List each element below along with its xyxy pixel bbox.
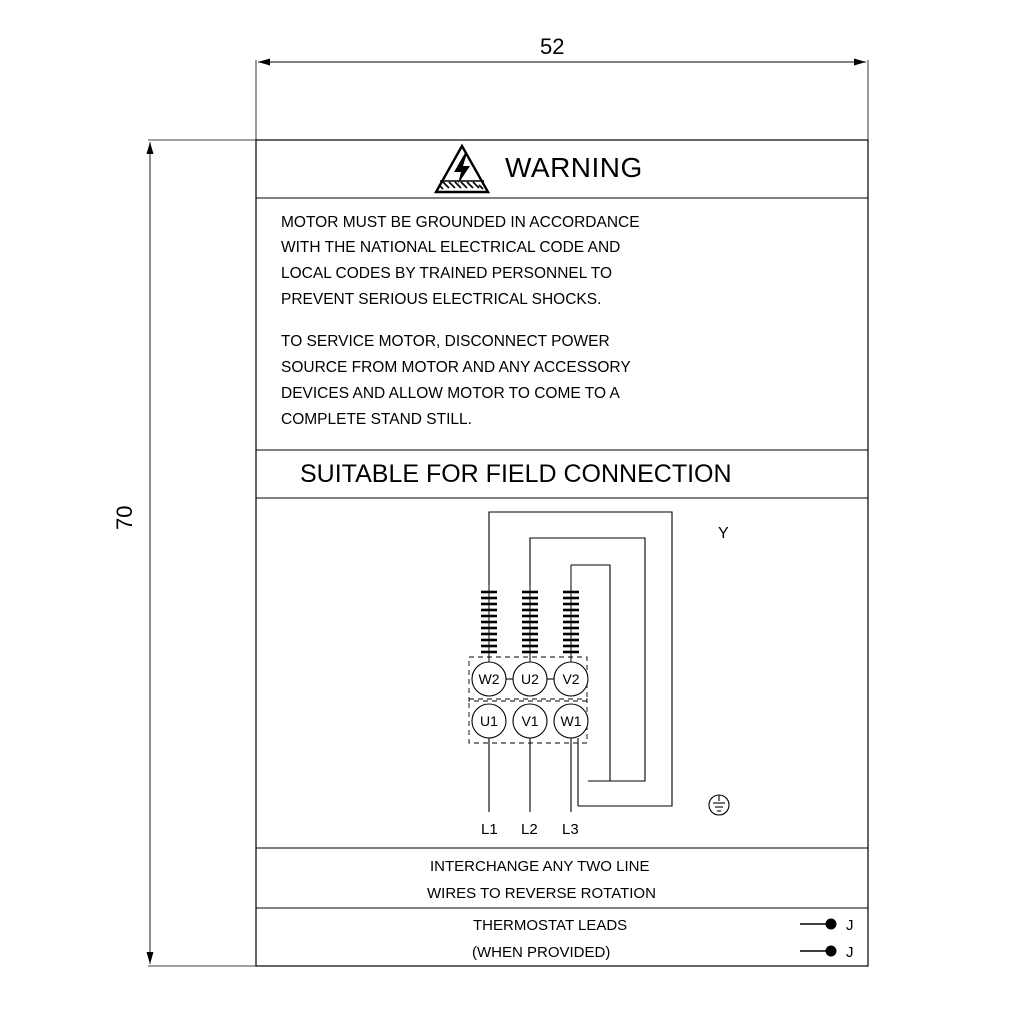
warning-text-line: LOCAL CODES BY TRAINED PERSONNEL TO <box>281 265 613 282</box>
thermostat-note-line: (WHEN PROVIDED) <box>472 944 611 961</box>
dimension-height-label: 70 <box>112 505 137 530</box>
warning-text-line: COMPLETE STAND STILL. <box>281 411 472 428</box>
warning-text-line: PREVENT SERIOUS ELECTRICAL SHOCKS. <box>281 291 602 308</box>
warning-text-line: WITH THE NATIONAL ELECTRICAL CODE AND <box>281 239 621 256</box>
warning-text-line: SOURCE FROM MOTOR AND ANY ACCESSORY <box>281 359 631 376</box>
warning-text-line: DEVICES AND ALLOW MOTOR TO COME TO A <box>281 385 620 402</box>
rotation-note-line: WIRES TO REVERSE ROTATION <box>427 885 656 902</box>
terminal-label: W1 <box>560 713 582 729</box>
line-label: L2 <box>521 821 538 838</box>
warning-text-line: TO SERVICE MOTOR, DISCONNECT POWER <box>281 333 610 350</box>
thermostat-terminal-label: J <box>846 917 854 934</box>
thermostat-note-line: THERMOSTAT LEADS <box>473 917 628 934</box>
terminal-label: W2 <box>478 671 500 687</box>
terminal-label: V2 <box>562 671 580 687</box>
line-label: L1 <box>481 821 498 838</box>
dimension-width-label: 52 <box>540 34 565 59</box>
terminal-label: U1 <box>480 713 498 729</box>
warning-title: WARNING <box>505 152 643 183</box>
warning-text-line: MOTOR MUST BE GROUNDED IN ACCORDANCE <box>281 214 640 231</box>
terminal-label: U2 <box>521 671 539 687</box>
line-label: L3 <box>562 821 579 838</box>
terminal-label: V1 <box>521 713 539 729</box>
rotation-note-line: INTERCHANGE ANY TWO LINE <box>430 858 650 875</box>
connection-type-label: Y <box>718 525 729 542</box>
thermostat-terminal-label: J <box>846 944 854 961</box>
field-connection-title: SUITABLE FOR FIELD CONNECTION <box>300 460 732 488</box>
